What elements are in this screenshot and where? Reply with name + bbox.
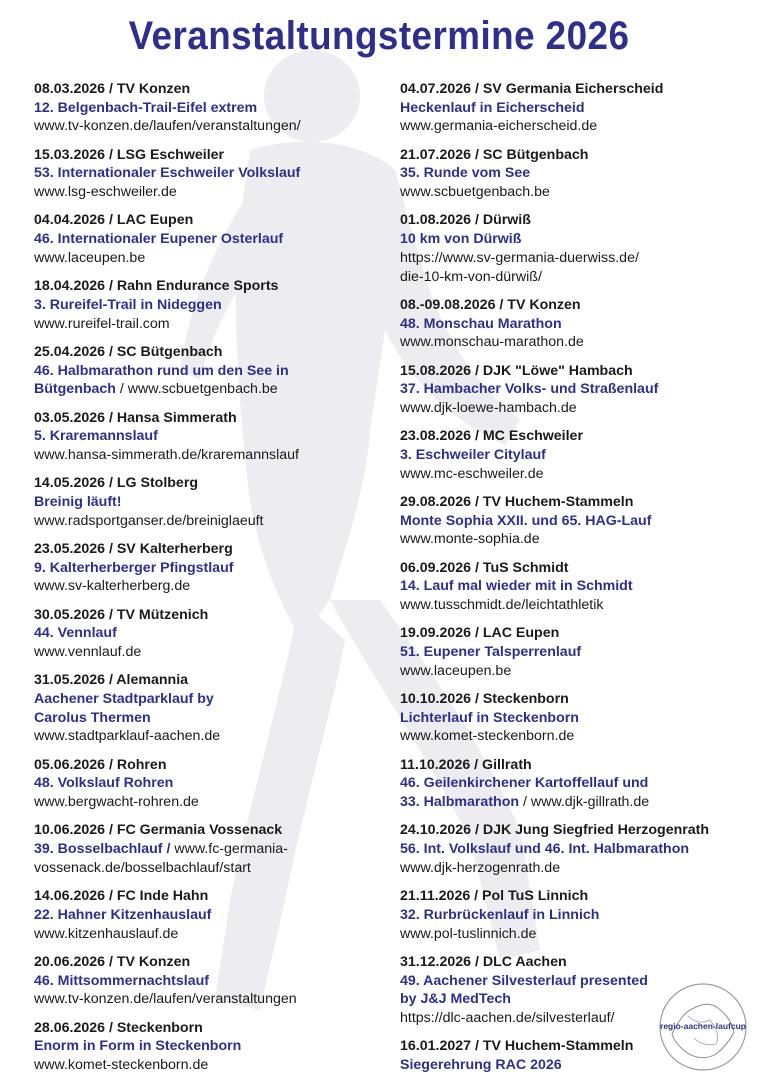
event-name: Enorm in Form in Steckenborn <box>34 1038 242 1055</box>
event-url: www.stadtparklauf-aachen.de <box>34 728 221 745</box>
event-item <box>34 606 374 662</box>
event-url: www.radsportganser.de/breiniglaeuft <box>34 512 264 529</box>
event-name: by J&J MedTech <box>400 991 511 1008</box>
event-item <box>34 277 374 333</box>
event-name: 48. Volkslauf Rohren <box>34 775 174 792</box>
event-name: 46. Halbmarathon rund um den See in <box>34 362 289 379</box>
event-date-organizer: 03.05.2026 / Hansa Simmerath <box>34 409 237 426</box>
event-url: www.fc-germania- <box>170 841 288 858</box>
event-name: 37. Hambacher Volks- und Straßenlauf <box>400 381 659 398</box>
event-date-organizer: 24.10.2026 / DJK Jung Siegfried Herzogenrath <box>400 822 710 839</box>
event-date-organizer: 31.05.2026 / Alemannia <box>34 672 189 689</box>
event-name: 44. Vennlauf <box>34 625 117 642</box>
event-url: www.mc-eschweiler.de <box>400 465 544 482</box>
event-item <box>34 211 374 267</box>
event-item <box>400 887 750 943</box>
event-item <box>400 296 750 352</box>
event-name: Heckenlauf in Eicherscheid <box>400 99 585 116</box>
event-name: 3. Rureifel-Trail in Nideggen <box>34 296 222 313</box>
event-item <box>34 80 374 136</box>
event-item <box>400 80 750 136</box>
event-date-organizer: 23.08.2026 / MC Eschweiler <box>400 428 583 445</box>
event-item <box>400 690 750 746</box>
event-name: 46. Mittsommernachtslauf <box>34 972 210 989</box>
event-date-organizer: 01.08.2026 / Dürwiß <box>400 212 531 229</box>
logo-text: regio-aachen-laufcup <box>660 1021 746 1031</box>
event-date-organizer: 08.-09.08.2026 / TV Konzen <box>400 296 581 313</box>
event-date-organizer: 21.11.2026 / Pol TuS Linnich <box>400 888 589 905</box>
event-item <box>34 756 374 812</box>
event-item <box>34 821 374 877</box>
event-url: www.hansa-simmerath.de/kraremannslauf <box>34 446 299 463</box>
event-name: 53. Internationaler Eschweiler Volkslauf <box>34 165 301 182</box>
event-date-organizer: 28.06.2026 / Steckenborn <box>34 1019 203 1036</box>
event-name: 32. Rurbrückenlauf in Linnich <box>400 906 600 923</box>
event-item <box>34 343 374 399</box>
event-url: www.monte-sophia.de <box>400 531 540 548</box>
event-name: Carolus Thermen <box>34 709 151 726</box>
event-name: 49. Aachener Silvesterlauf presented <box>400 972 648 989</box>
page-title: Veranstaltungstermine 2026 <box>128 14 630 58</box>
event-item <box>34 887 374 943</box>
event-url: vossenack.de/bosselbachlauf/start <box>34 859 251 876</box>
event-date-organizer: 30.05.2026 / TV Mützenich <box>34 606 209 623</box>
event-name-with-url <box>34 380 374 399</box>
event-date-organizer: 14.05.2026 / LG Stolberg <box>34 475 199 492</box>
event-item <box>34 953 374 1009</box>
event-date-organizer: 15.03.2026 / LSG Eschweiler <box>34 146 225 163</box>
events-column-right <box>400 80 750 1084</box>
event-date-organizer: 16.01.2027 / TV Huchem-Stammeln <box>400 1038 634 1055</box>
event-item <box>400 624 750 680</box>
event-url: www.tv-konzen.de/laufen/veranstaltungen/ <box>34 118 301 135</box>
event-url: www.rureifel-trail.com <box>34 315 170 332</box>
event-name: Monte Sophia XXII. und 65. HAG-Lauf <box>400 512 652 529</box>
event-url: www.djk-loewe-hambach.de <box>400 399 577 416</box>
event-date-organizer: 18.04.2026 / Rahn Endurance Sports <box>34 278 279 295</box>
event-item <box>34 146 374 202</box>
event-name: 5. Kraremannslauf <box>34 428 158 445</box>
event-name: Breinig läuft! <box>34 493 122 510</box>
event-name-tail: 33. Halbmarathon <box>400 794 520 811</box>
event-date-organizer: 04.07.2026 / SV Germania Eicherscheid <box>400 81 664 97</box>
event-item <box>400 362 750 418</box>
event-name: Lichterlauf in Steckenborn <box>400 709 579 726</box>
event-item <box>34 474 374 530</box>
event-name-with-url <box>400 793 750 812</box>
event-url: / www.djk-gillrath.de <box>519 794 650 811</box>
event-url: www.komet-steckenborn.de <box>400 728 575 745</box>
event-date-organizer: 31.12.2026 / DLC Aachen <box>400 953 567 970</box>
event-name: 22. Hahner Kitzenhauslauf <box>34 906 212 923</box>
event-name-tail: Bütgenbach <box>34 381 116 398</box>
event-url: www.sv-kalterherberg.de <box>34 578 191 595</box>
event-item <box>400 821 750 877</box>
event-item <box>400 493 750 549</box>
event-date-organizer: 23.05.2026 / SV Kalterherberg <box>34 540 233 557</box>
event-url: www.lsg-eschweiler.de <box>34 184 177 201</box>
event-name-with-url <box>34 840 374 859</box>
event-item <box>34 671 374 746</box>
event-date-organizer: 05.06.2026 / Rohren <box>34 756 167 773</box>
event-url: www.laceupen.be <box>400 662 512 679</box>
event-date-organizer: 11.10.2026 / Gillrath <box>400 756 532 773</box>
event-url: www.monschau-marathon.de <box>400 334 584 351</box>
event-date-organizer: 15.08.2026 / DJK "Löwe" Hambach <box>400 362 633 379</box>
event-item <box>400 146 750 202</box>
event-url: www.kitzenhauslauf.de <box>34 925 179 942</box>
event-name: 3. Eschweiler Citylauf <box>400 446 546 463</box>
event-name: 12. Belgenbach-Trail-Eifel extrem <box>34 99 258 116</box>
event-url: www.scbuetgenbach.be <box>400 184 550 201</box>
event-date-organizer: 08.03.2026 / TV Konzen <box>34 81 191 97</box>
event-url: www.djk-herzogenrath.de <box>400 859 561 876</box>
event-name: 10 km von Dürwiß <box>400 231 522 248</box>
runner-map-logo <box>658 982 748 1072</box>
event-date-organizer: 10.06.2026 / FC Germania Vossenack <box>34 822 283 839</box>
event-name: 56. Int. Volkslauf und 46. Int. Halbmarathon <box>400 841 690 858</box>
event-item <box>400 427 750 483</box>
event-name: 46. Internationaler Eupener Osterlauf <box>34 231 284 248</box>
event-date-organizer: 14.06.2026 / FC Inde Hahn <box>34 888 209 905</box>
events-column-left <box>34 80 374 1084</box>
event-url: die-10-km-von-dürwiß/ <box>400 268 542 285</box>
event-name: 9. Kalterherberger Pfingstlauf <box>34 559 234 576</box>
event-item <box>400 559 750 615</box>
event-date-organizer: 21.07.2026 / SC Bütgenbach <box>400 146 589 163</box>
event-url: www.pol-tuslinnich.de <box>400 925 537 942</box>
event-url: www.germania-eicherscheid.de <box>400 118 598 135</box>
event-date-organizer: 06.09.2026 / TuS Schmidt <box>400 559 569 576</box>
event-date-organizer: 04.04.2026 / LAC Eupen <box>34 212 194 229</box>
event-item <box>400 756 750 812</box>
event-url: www.komet-steckenborn.de <box>34 1056 209 1073</box>
event-url: www.bergwacht-rohren.de <box>34 794 199 811</box>
event-name: 48. Monschau Marathon <box>400 315 562 332</box>
event-item <box>34 1019 374 1075</box>
event-name: Siegerehrung RAC 2026 <box>400 1056 562 1073</box>
event-url: https://www.sv-germania-duerwiss.de/ <box>400 249 639 266</box>
event-date-organizer: 19.09.2026 / LAC Eupen <box>400 625 560 642</box>
event-item <box>34 540 374 596</box>
event-name: 46. Geilenkirchener Kartoffellauf und <box>400 775 649 792</box>
event-url: www.tusschmidt.de/leichtathletik <box>400 597 604 614</box>
event-url: www.tv-konzen.de/laufen/veranstaltungen <box>34 991 297 1008</box>
event-date-organizer: 20.06.2026 / TV Konzen <box>34 953 191 970</box>
event-date-organizer: 25.04.2026 / SC Bütgenbach <box>34 343 223 360</box>
event-name: 14. Lauf mal wieder mit in Schmidt <box>400 578 633 595</box>
event-item <box>400 211 750 286</box>
event-item <box>34 409 374 465</box>
event-url: www.laceupen.be <box>34 249 146 266</box>
event-url: www.vennlauf.de <box>34 644 142 661</box>
event-date-organizer: 10.10.2026 / Steckenborn <box>400 691 569 708</box>
event-name: 51. Eupener Talsperrenlauf <box>400 644 582 661</box>
event-name: Aachener Stadtparklauf by <box>34 691 214 708</box>
event-name: 35. Runde vom See <box>400 165 531 182</box>
event-url: https://dlc-aachen.de/silvesterlauf/ <box>400 1009 615 1026</box>
event-url: / www.scbuetgenbach.be <box>115 381 278 398</box>
event-date-organizer: 29.08.2026 / TV Huchem-Stammeln <box>400 493 634 510</box>
event-name-tail: 39. Bosselbachlauf / <box>34 841 171 858</box>
